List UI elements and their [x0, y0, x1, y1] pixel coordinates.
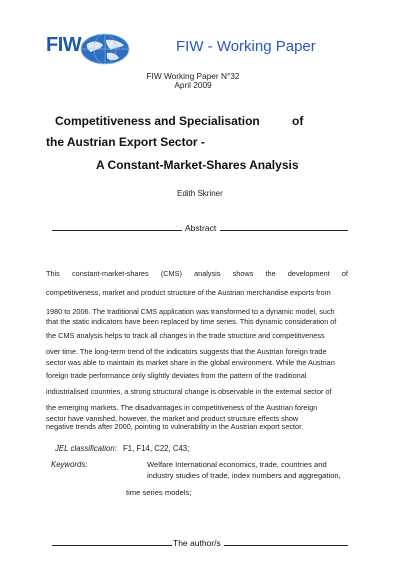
keywords-list: [147, 460, 357, 481]
abstract-word: the: [265, 269, 276, 278]
title-line-1-of: of: [292, 114, 304, 128]
keywords-label: Keywords:: [51, 460, 88, 469]
abstract-body: [46, 268, 348, 432]
authors-heading-row: [52, 538, 352, 550]
abstract-line-2: competitiveness, market and product structure of the Austrian merchandise exports from: [46, 287, 331, 297]
paper-title-line-2: the Austrian Export Sector -: [46, 135, 205, 149]
abstract-line-11: sector have vanished, however, the market and product structure effects show: [46, 414, 299, 423]
keywords-line-1: Welfare International economics, trade, countries and: [147, 460, 327, 469]
abstract-line-6: over time. The long-term trend of the indicators suggests that the Austrian foreign trade: [46, 346, 327, 356]
jel-label: JEL classification:: [55, 444, 117, 453]
paper-title-line-1: [55, 114, 304, 128]
abstract-word: shows: [232, 269, 254, 278]
globe-icon: [79, 32, 131, 66]
author-name: Edith Skriner: [177, 189, 223, 198]
abstract-line-9: industrialised countries, a strong structural change is observable in the external sector of: [46, 386, 332, 396]
abstract-line-1: [46, 268, 348, 281]
title-line-1-text: Competitiveness and Specialisation: [55, 114, 260, 128]
abstract-line-3: 1980 to 2006. The traditional CMS application was transformed to a dynamic model, such: [46, 306, 335, 316]
working-paper-info: [138, 72, 248, 90]
abstract-word: of: [341, 269, 348, 278]
divider-right: [224, 545, 348, 546]
abstract-line-8: foreign trade performance only slightly deviates from the pattern of the traditional: [46, 371, 307, 381]
working-paper-number: FIW Working Paper N°32: [146, 71, 240, 81]
abstract-word: This: [46, 269, 60, 278]
abstract-word: (CMS): [160, 269, 182, 278]
keywords-label-row: [51, 460, 87, 469]
fiw-logo: [46, 32, 130, 66]
authors-heading: The author/s: [173, 538, 221, 548]
publication-date: April 2009: [174, 80, 212, 90]
jel-classification: [55, 444, 190, 453]
abstract-word: constant-market-shares: [71, 269, 149, 278]
abstract-line-7: sector was able to maintain its market share in the global environment. While the Austrian: [46, 358, 335, 367]
abstract-line-10: the emerging markets. The disadvantages in competitiveness of the Austrian foreign: [46, 402, 318, 412]
series-title: FIW - Working Paper: [176, 38, 316, 55]
abstract-word: analysis: [194, 269, 221, 278]
jel-value: F1, F14, C22, C43;: [123, 444, 190, 453]
keywords-line-3: time series models;: [126, 488, 192, 497]
divider-left: [52, 545, 172, 546]
keywords-line-2: industry studies of trade, index numbers and aggregation,: [147, 470, 341, 480]
abstract-word: development: [287, 269, 330, 278]
paper-subtitle: A Constant-Market-Shares Analysis: [96, 158, 299, 172]
logo-text: FIW: [46, 34, 82, 56]
abstract-line-5: the CMS analysis helps to track all changes in the trade structure and competitiveness: [46, 330, 325, 340]
divider-left: [52, 230, 182, 231]
divider-right: [220, 230, 348, 231]
abstract-line-4: that the static indicators have been replaced by time series. This dynamic consideration of: [46, 318, 337, 327]
abstract-heading: Abstract: [185, 223, 217, 233]
abstract-line-12: negative trends after 2000, pointing to vulnerability in the Austrian export sector.: [46, 423, 304, 432]
abstract-heading-row: [52, 223, 352, 235]
